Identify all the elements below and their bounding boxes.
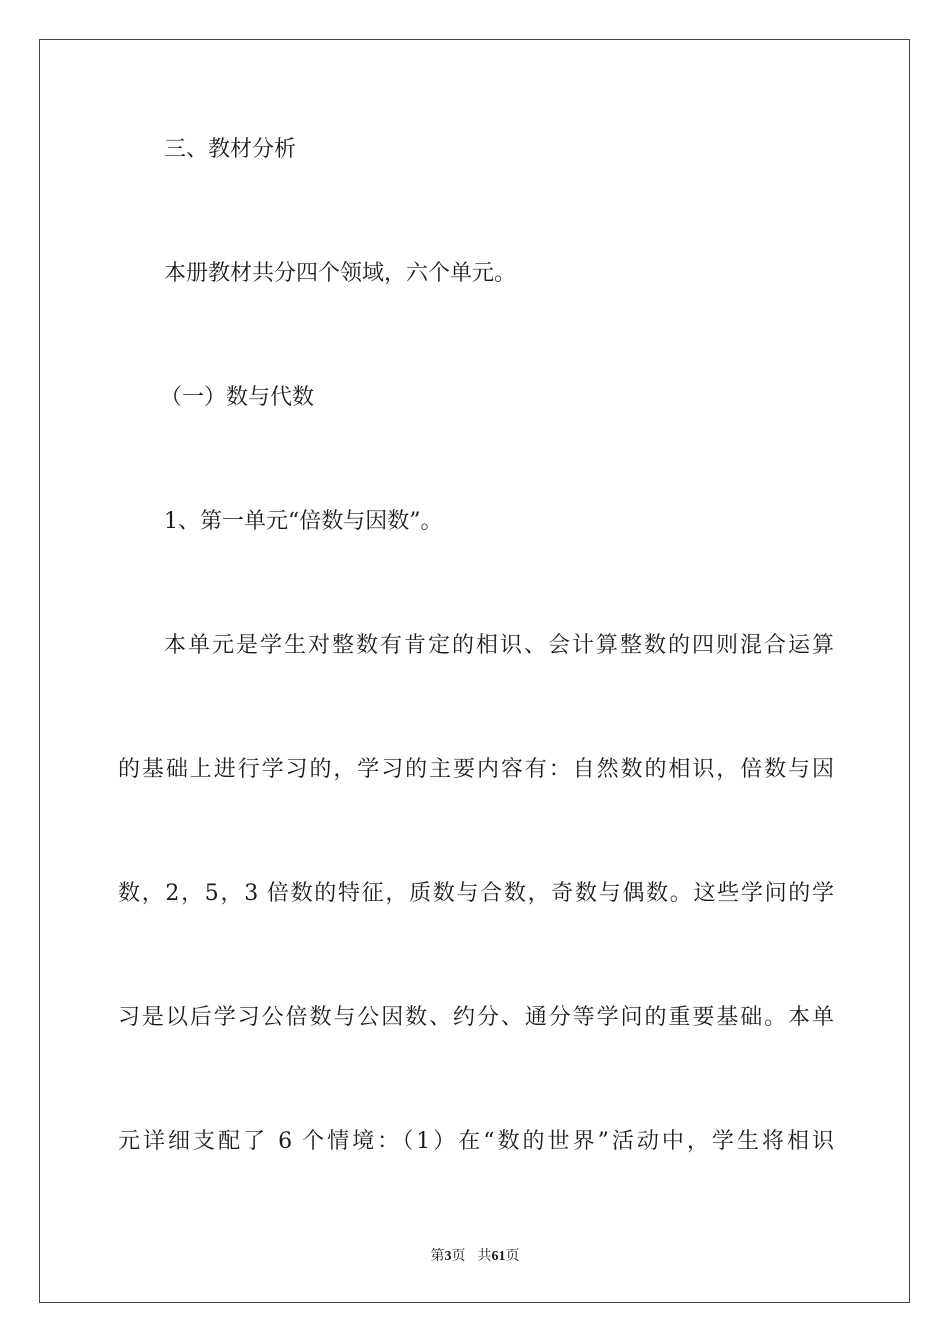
unit-title: 1、第一单元“倍数与因数”。 <box>164 509 443 534</box>
paragraph-line: 习是以后学习公倍数与公因数、约分、通分等学问的重要基础。本单 <box>118 1005 834 1030</box>
paragraph-line: 本单元是学生对整数有肯定的相识、会计算整数的四则混合运算 <box>164 633 834 658</box>
footer-prefix: 第 <box>430 1249 445 1264</box>
paragraph-line: 元详细支配了 6 个情境：（1）在“数的世界”活动中，学生将相识 <box>118 1129 834 1154</box>
footer-total-suffix: 页 <box>505 1249 520 1264</box>
footer-page-word: 页 <box>451 1249 466 1264</box>
total-page-number: 61 <box>491 1249 506 1264</box>
page-footer <box>0 1248 950 1266</box>
subsection-heading: （一）数与代数 <box>160 385 315 410</box>
footer-total-prefix: 共 <box>477 1249 492 1264</box>
intro-text: 本册教材共分四个领域，六个单元。 <box>164 261 517 286</box>
paragraph-line: 数，2，5，3 倍数的特征，质数与合数，奇数与偶数。这些学问的学 <box>118 881 834 906</box>
current-page-number: 3 <box>444 1249 452 1264</box>
paragraph-line: 的基础上进行学习的，学习的主要内容有：自然数的相识，倍数与因 <box>118 757 834 782</box>
section-heading: 三、教材分析 <box>164 137 297 162</box>
page-border <box>39 39 910 1303</box>
